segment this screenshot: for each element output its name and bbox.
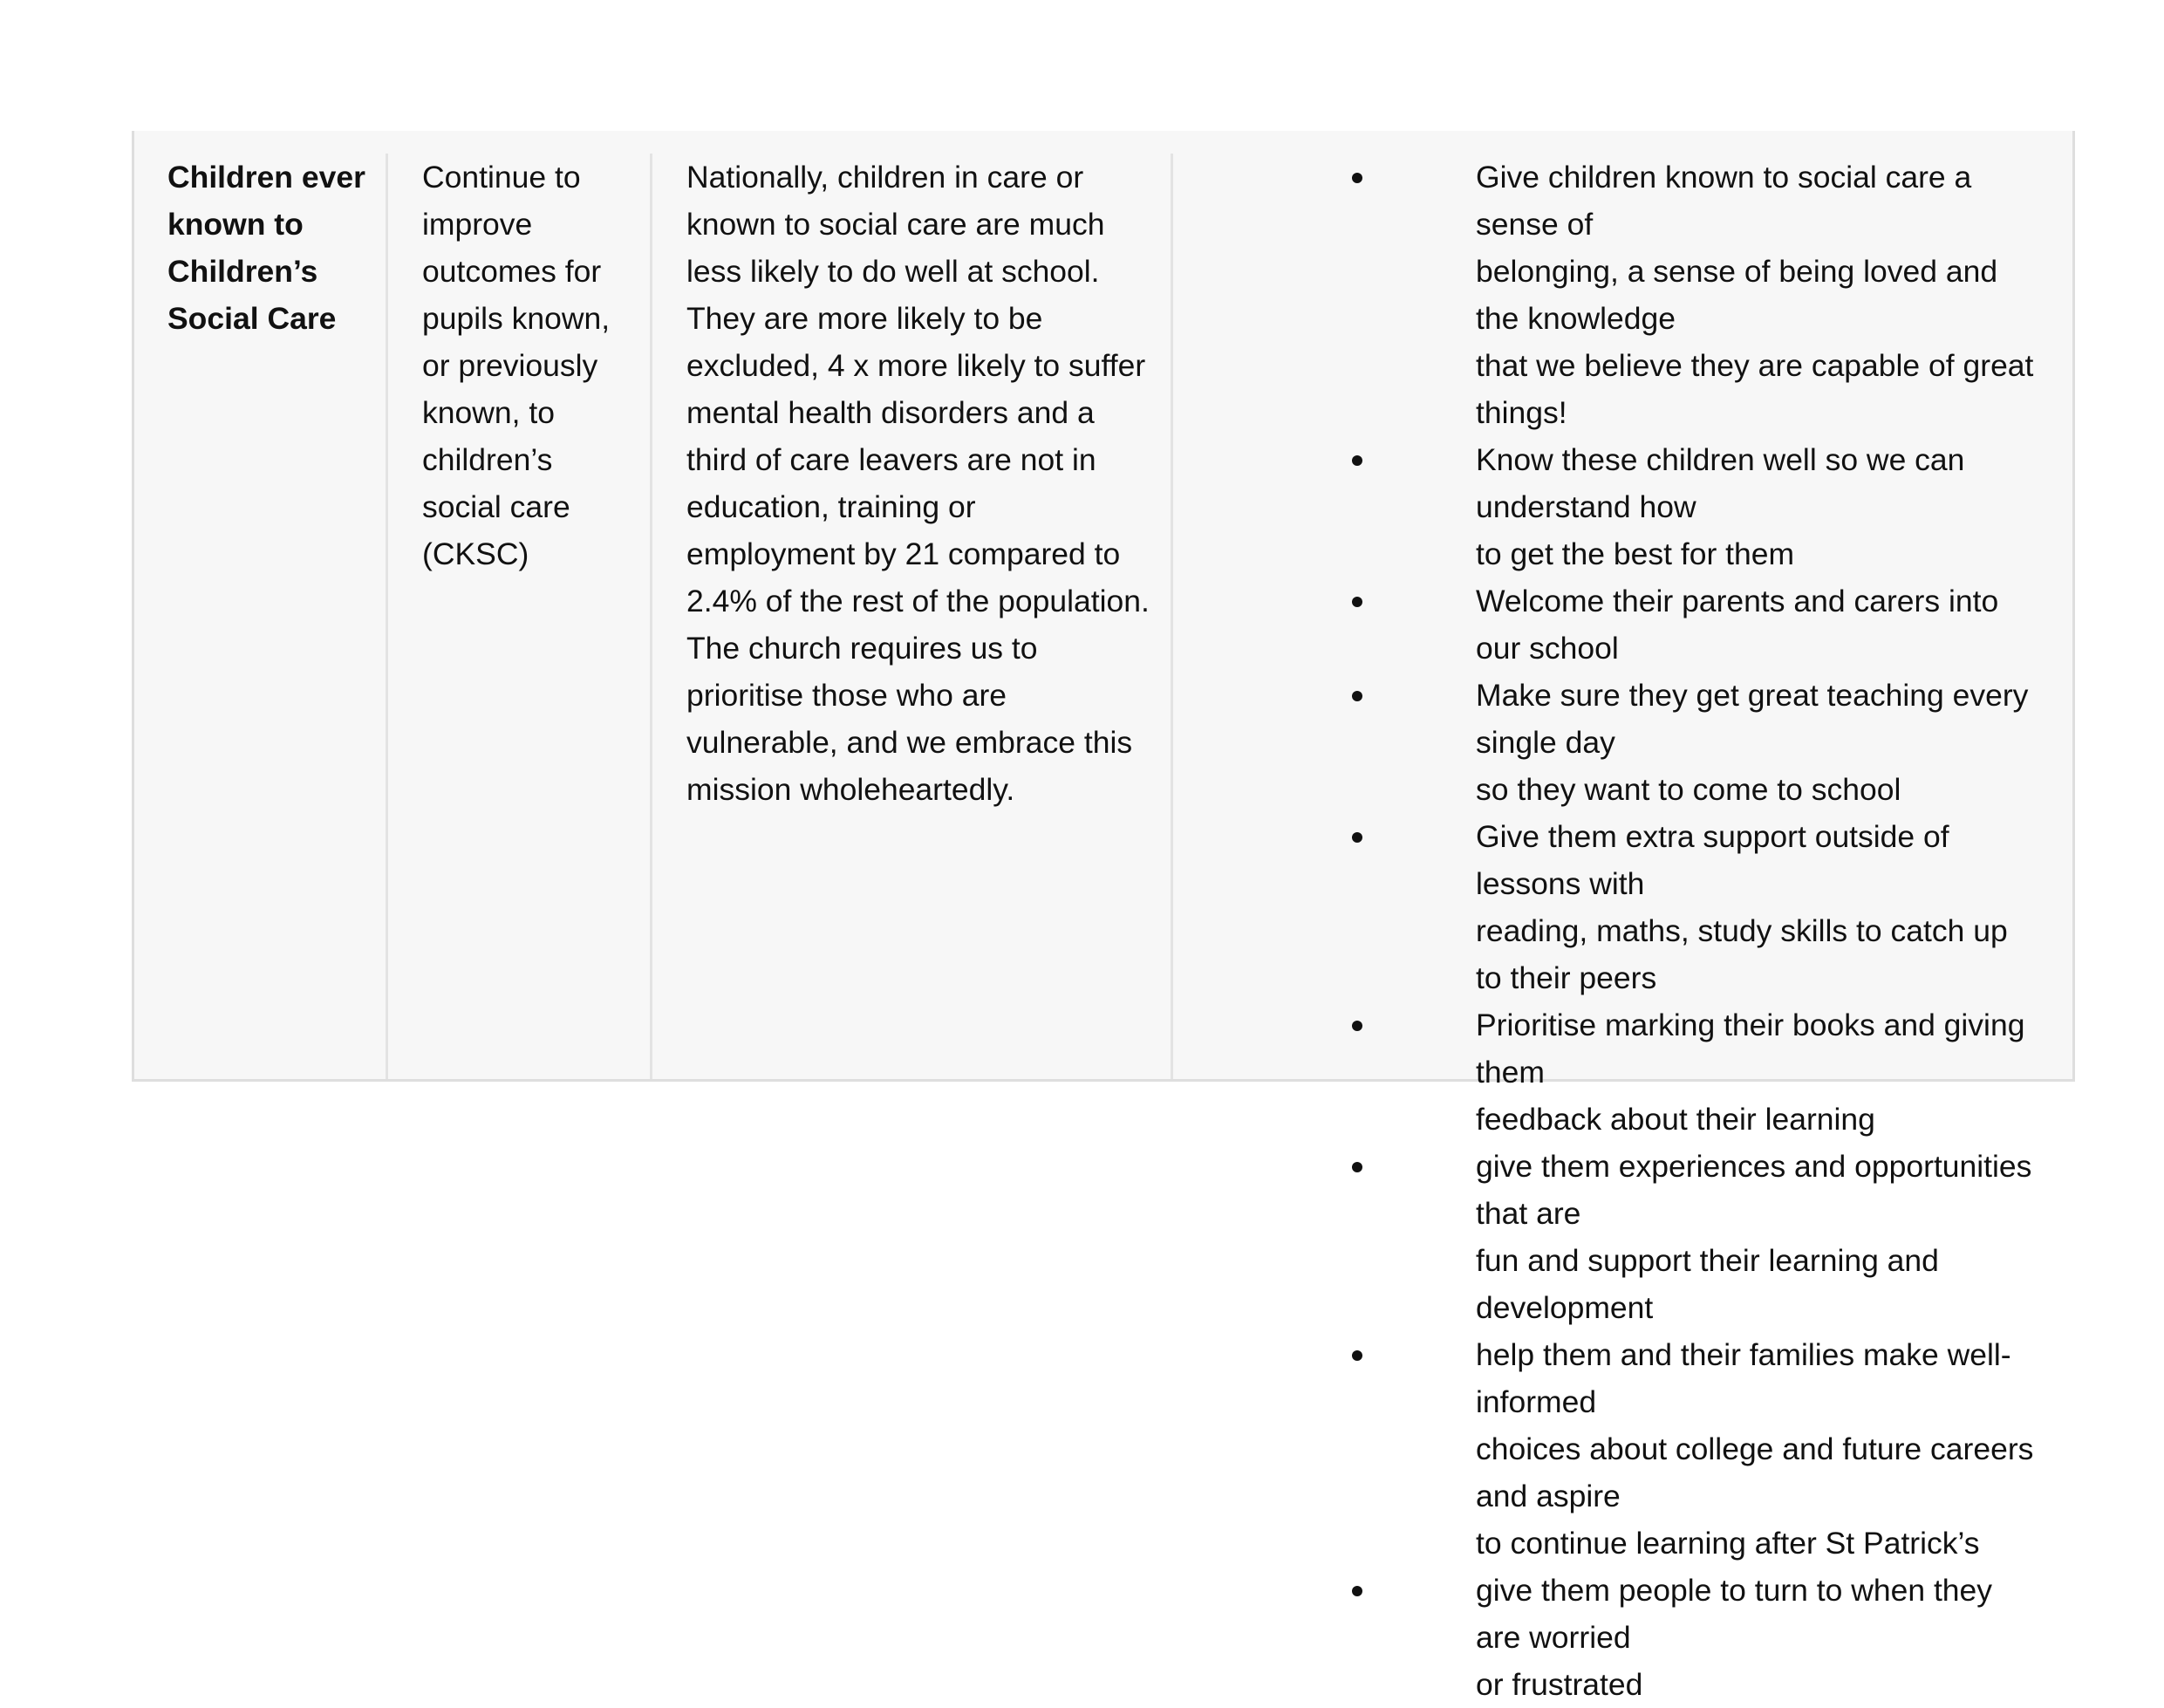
bullet-icon xyxy=(1352,1350,1362,1361)
bullet-icon xyxy=(1352,597,1362,607)
action-line: help them and their families make well-informed xyxy=(1476,1337,2011,1419)
column-divider xyxy=(1171,154,1173,1079)
action-line: Make sure they get great teaching every single day xyxy=(1476,678,2029,760)
aim-line: outcomes for xyxy=(422,254,602,289)
aim-line: Continue to xyxy=(422,160,581,195)
action-line: give them experiences and opportunities that are xyxy=(1476,1149,2032,1231)
bullet-icon xyxy=(1352,691,1362,701)
rationale-line: excluded, 4 x more likely to suffer xyxy=(686,348,1146,383)
action-line: or frustrated xyxy=(1476,1667,1643,1702)
rationale-line: third of care leavers are not in xyxy=(686,442,1096,477)
action-list-item xyxy=(1268,1331,2036,1567)
rationale-line: They are more likely to be xyxy=(686,301,1043,336)
bullet-icon xyxy=(1352,173,1362,183)
action-line: that we believe they are capable of great things! xyxy=(1476,348,2034,430)
action-line: feedback about their learning xyxy=(1476,1102,1875,1137)
bullet-icon xyxy=(1352,1586,1362,1596)
action-line: to get the best for them xyxy=(1476,536,1795,571)
actions-cell xyxy=(1268,154,2036,1702)
action-line: Give them extra support outside of lessons with xyxy=(1476,819,1949,901)
focus-area-cell xyxy=(167,154,386,1079)
action-line: give them people to turn to when they are worried xyxy=(1476,1573,1993,1655)
bullet-icon xyxy=(1352,455,1362,466)
action-line: Give children known to social care a sense of xyxy=(1476,160,1972,242)
aim-line: children’s xyxy=(422,442,553,477)
focus-area-line: Social Care xyxy=(167,301,337,336)
action-line: Prioritise marking their books and giving them xyxy=(1476,1008,2025,1090)
strategy-table xyxy=(132,131,2075,1702)
aim-cell xyxy=(422,154,645,1079)
column-divider xyxy=(650,154,652,1079)
actions-list xyxy=(1268,154,2036,1708)
rationale-line: less likely to do well at school. xyxy=(686,254,1100,289)
focus-area-line: known to xyxy=(167,207,304,242)
rationale-line: The church requires us to xyxy=(686,631,1038,666)
aim-line: (CKSC) xyxy=(422,536,529,571)
rationale-line: known to social care are much xyxy=(686,207,1105,242)
action-line: reading, maths, study skills to catch up to their peers xyxy=(1476,913,2008,995)
action-line: fun and support their learning and development xyxy=(1476,1243,1939,1325)
bullet-icon xyxy=(1352,1021,1362,1031)
bullet-icon xyxy=(1352,1162,1362,1172)
action-line: Welcome their parents and carers into our school xyxy=(1476,584,1999,666)
rationale-line: mission wholeheartedly. xyxy=(686,772,1015,807)
rationale-line: education, training or xyxy=(686,489,976,524)
rationale-line: Nationally, children in care or xyxy=(686,160,1084,195)
action-line: choices about college and future careers and aspire xyxy=(1476,1431,2034,1513)
action-list-item xyxy=(1268,813,2036,1001)
action-list-item xyxy=(1268,577,2036,672)
action-list-item xyxy=(1268,1567,2036,1708)
aim-line: improve xyxy=(422,207,533,242)
rationale-line: mental health disorders and a xyxy=(686,395,1095,430)
rationale-line: employment by 21 compared to xyxy=(686,536,1121,571)
action-list-item xyxy=(1268,1143,2036,1331)
action-list-item xyxy=(1268,1001,2036,1143)
bullet-icon xyxy=(1352,832,1362,843)
action-list-item xyxy=(1268,154,2036,436)
aim-line: known, to xyxy=(422,395,555,430)
aim-line: or previously xyxy=(422,348,598,383)
column-divider xyxy=(386,154,388,1079)
rationale-cell xyxy=(686,154,1175,1079)
rationale-line: prioritise those who are xyxy=(686,678,1007,713)
action-list-item xyxy=(1268,436,2036,577)
action-line: Know these children well so we can understand how xyxy=(1476,442,1965,524)
focus-area-line: Children’s xyxy=(167,254,318,289)
action-list-item xyxy=(1268,672,2036,813)
aim-line: social care xyxy=(422,489,570,524)
aim-line: pupils known, xyxy=(422,301,611,336)
focus-area-line: Children ever xyxy=(167,160,365,195)
action-line: belonging, a sense of being loved and the knowledge xyxy=(1476,254,1998,336)
rationale-line: vulnerable, and we embrace this xyxy=(686,725,1133,760)
rationale-line: 2.4% of the rest of the population. xyxy=(686,584,1150,618)
action-line: so they want to come to school xyxy=(1476,772,1901,807)
action-line: to continue learning after St Patrick’s xyxy=(1476,1526,1980,1561)
